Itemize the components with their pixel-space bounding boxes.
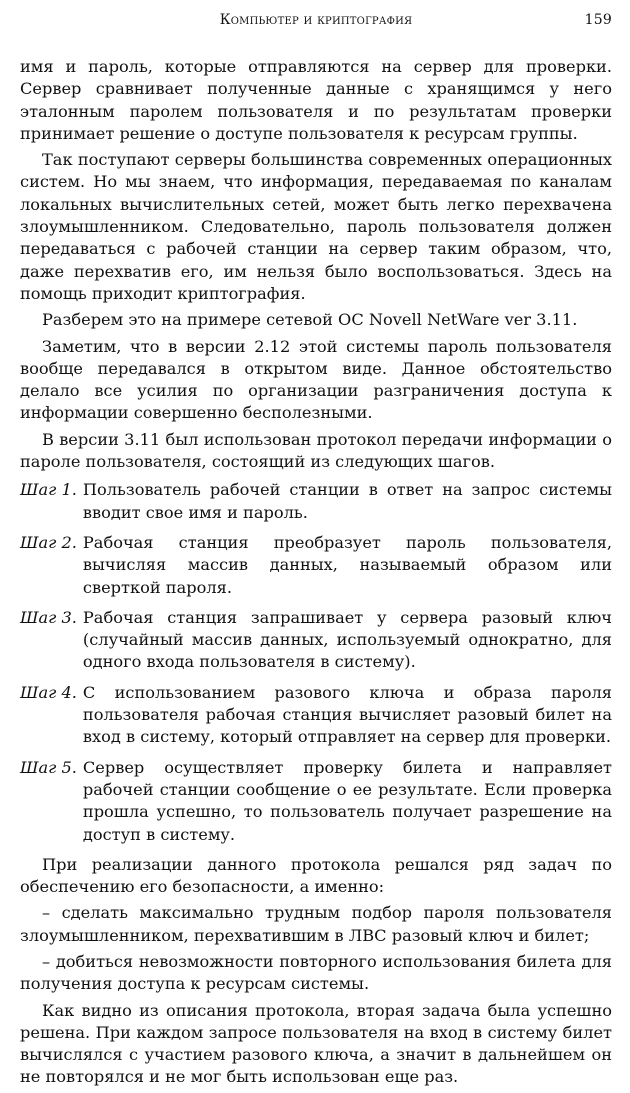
paragraph-security-tasks: При реализации данного протокола решался ряд задач по обеспечению его безопасности, а именно: <box>20 854 612 897</box>
running-head <box>20 6 612 30</box>
paragraph-netware-example: Разберем это на примере сетевой ОС Novell NetWare ver 3.11. <box>42 310 578 330</box>
paragraph-conclusion: Как видно из описания протокола, вторая задача была успешно решена. При каждом запросе пользователя на вход в систему билет вычислялся с участием разового ключа, а значит в дальнейшем он не повторялся и не мог быть использован еще раз. <box>20 1000 612 1087</box>
paragraph-servers: Так поступают серверы большинства современных операционных систем. Но мы знаем, что информация, передаваемая по каналам локальных вычислительных сетей, может быть легко перехвачена злоумышленником. Следовательно, пароль пользователя должен передаваться с рабочей станции на сервер таким образом, что, даже перехватив его, им нельзя было воспользоваться. Здесь на помощь приходит криптография. <box>20 150 612 303</box>
step-label: Шаг 5. <box>20 757 77 777</box>
step-text: Рабочая станция запрашивает у сервера разовый ключ (случайный массив данных, используемый однократно, для одного входа пользователя в систему). <box>82 607 612 672</box>
protocol-step-2 <box>20 532 612 599</box>
step-label: Шаг 1. <box>20 480 77 500</box>
step-text: Пользователь рабочей станции в ответ на запрос системы вводит свое имя и пароль. <box>82 480 612 522</box>
book-page <box>20 6 612 1093</box>
step-text: Рабочая станция преобразует пароль пользователя, вычисляя массив данных, называемый образом или сверткой пароля. <box>82 532 612 597</box>
step-text: Сервер осуществляет проверку билета и направляет рабочей станции сообщение о ее результате. Если проверка прошла успешно, то пользователь получает разрешение на доступ в систему. <box>82 757 612 844</box>
step-text: С использованием разового ключа и образа пароля пользователя рабочая станция вычисляет разовый билет на вход в систему, который отправляет на сервер для проверки. <box>82 682 612 747</box>
page-number: 159 <box>584 12 612 28</box>
paragraph-continuation: имя и пароль, которые отправляются на сервер для проверки. Сервер сравнивает полученные данные с хранящимся у него эталонным паролем пользователя и по результатам проверки принимает решение о доступе пользователя к ресурсам группы. <box>20 57 612 143</box>
step-label: Шаг 3. <box>20 607 77 627</box>
protocol-step-1 <box>20 479 612 524</box>
paragraph-version-2-12: Заметим, что в версии 2.12 этой системы пароль пользователя вообще передавался в открытом виде. Данное обстоятельство делало все усилия по организации разграничения доступа к информации совершенно бесполезными. <box>20 336 612 423</box>
paragraph-version-3-11: В версии 3.11 был использован протокол передачи информации о пароле пользователя, состоящий из следующих шагов. <box>20 429 612 472</box>
protocol-step-5 <box>20 757 612 846</box>
step-label: Шаг 2. <box>20 532 77 552</box>
list-item-password-guessing: – сделать максимально трудным подбор пароля пользователя злоумышленником, перехватившим в ЛВС разовый ключ и билет; <box>20 903 612 945</box>
protocol-step-3 <box>20 607 612 674</box>
step-label: Шаг 4. <box>20 682 77 702</box>
protocol-step-4 <box>20 682 612 749</box>
list-item-ticket-reuse: – добиться невозможности повторного использования билета для получения доступа к ресурсам системы. <box>20 951 612 994</box>
running-title: Компьютер и криптография <box>219 12 413 28</box>
page-body <box>20 56 612 1089</box>
